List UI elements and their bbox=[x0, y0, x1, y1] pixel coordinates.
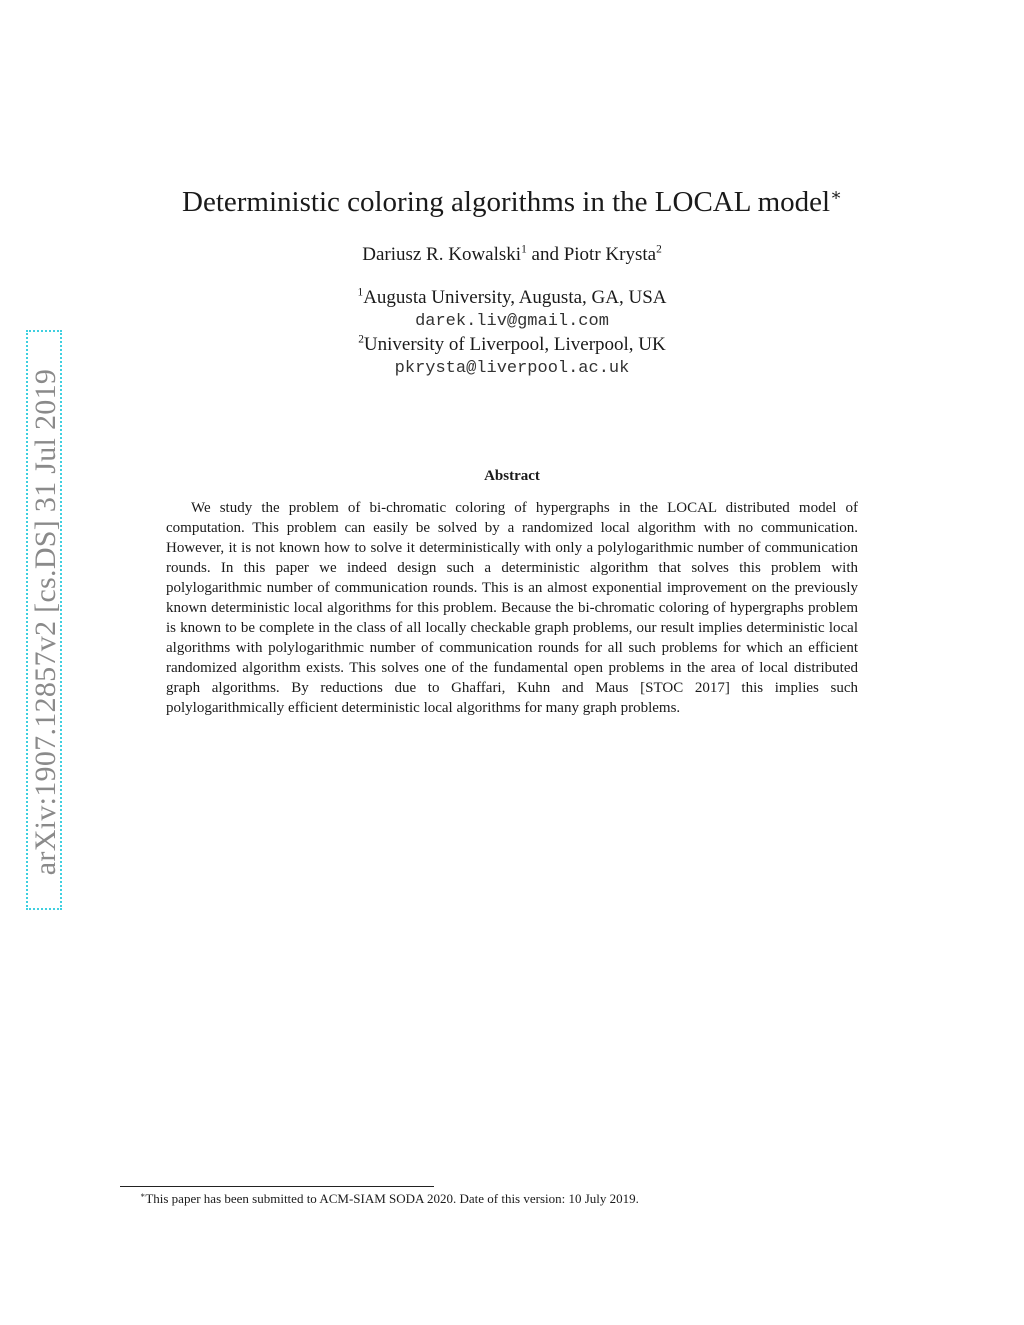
author-email[interactable]: pkrysta@liverpool.ac.uk bbox=[394, 359, 630, 378]
author-affiliation-mark: 1 bbox=[521, 243, 527, 256]
affiliation-name: University of Liverpool, Liverpool, UK bbox=[363, 334, 666, 355]
footnote-text: This paper has been submitted to ACM-SIAM SODA 2020. Date of this version: 10 July 2019. bbox=[145, 1191, 639, 1206]
footnote bbox=[140, 1190, 900, 1208]
arxiv-stamp bbox=[26, 330, 62, 910]
footnote-mark: ∗ bbox=[140, 1190, 146, 1200]
paper-title-text: Deterministic coloring algorithms in the LOCAL model bbox=[182, 186, 831, 218]
affiliation bbox=[0, 286, 1024, 310]
author-name: Dariusz R. Kowalski bbox=[362, 244, 522, 265]
footnote-divider bbox=[120, 1186, 434, 1187]
paper-title bbox=[0, 184, 1024, 220]
affiliation-mark: 2 bbox=[358, 333, 364, 346]
abstract-body: We study the problem of bi-chromatic coloring of hypergraphs in the LOCAL distributed model of computation. This problem can easily be solved by a randomized local algorithm with no communication. However, it is not known how to solve it deterministically with only a polylogarithmic number of communication rounds. In this paper we indeed design such a deterministic algorithm that solves this problem with polylogarithmic number of communication rounds. This is an almost exponential improvement on the previously known deterministic local algorithms for this problem. Because the bi-chromatic coloring of hypergraphs problem is known to be complete in the class of all locally checkable graph problems, our result implies deterministic local algorithms with polylogarithmic number of communication rounds for all such problems for which an efficient randomized algorithm exists. This solves one of the fundamental open problems in the area of local distributed graph algorithms. By reductions due to Ghaffari, Kuhn and Maus [STOC 2017] this implies such polylogarithmically efficient deterministic local algorithms for many graph problems. bbox=[166, 500, 858, 716]
author-line bbox=[0, 242, 1024, 268]
author-name: Piotr Krysta bbox=[563, 244, 657, 265]
abstract-heading: Abstract bbox=[484, 468, 540, 484]
author-conjunction: and bbox=[526, 244, 564, 265]
title-footnote-mark: ∗ bbox=[830, 184, 842, 205]
affiliation bbox=[0, 333, 1024, 357]
affiliation-mark: 1 bbox=[357, 286, 364, 299]
author-email[interactable]: darek.liv@gmail.com bbox=[415, 312, 609, 331]
affiliation-name: Augusta University, Augusta, GA, USA bbox=[363, 287, 667, 308]
arxiv-stamp-text: arXiv:1907.12857v2 [cs.DS] 31 Jul 2019 bbox=[29, 368, 62, 876]
author-affiliation-mark: 2 bbox=[656, 243, 662, 256]
